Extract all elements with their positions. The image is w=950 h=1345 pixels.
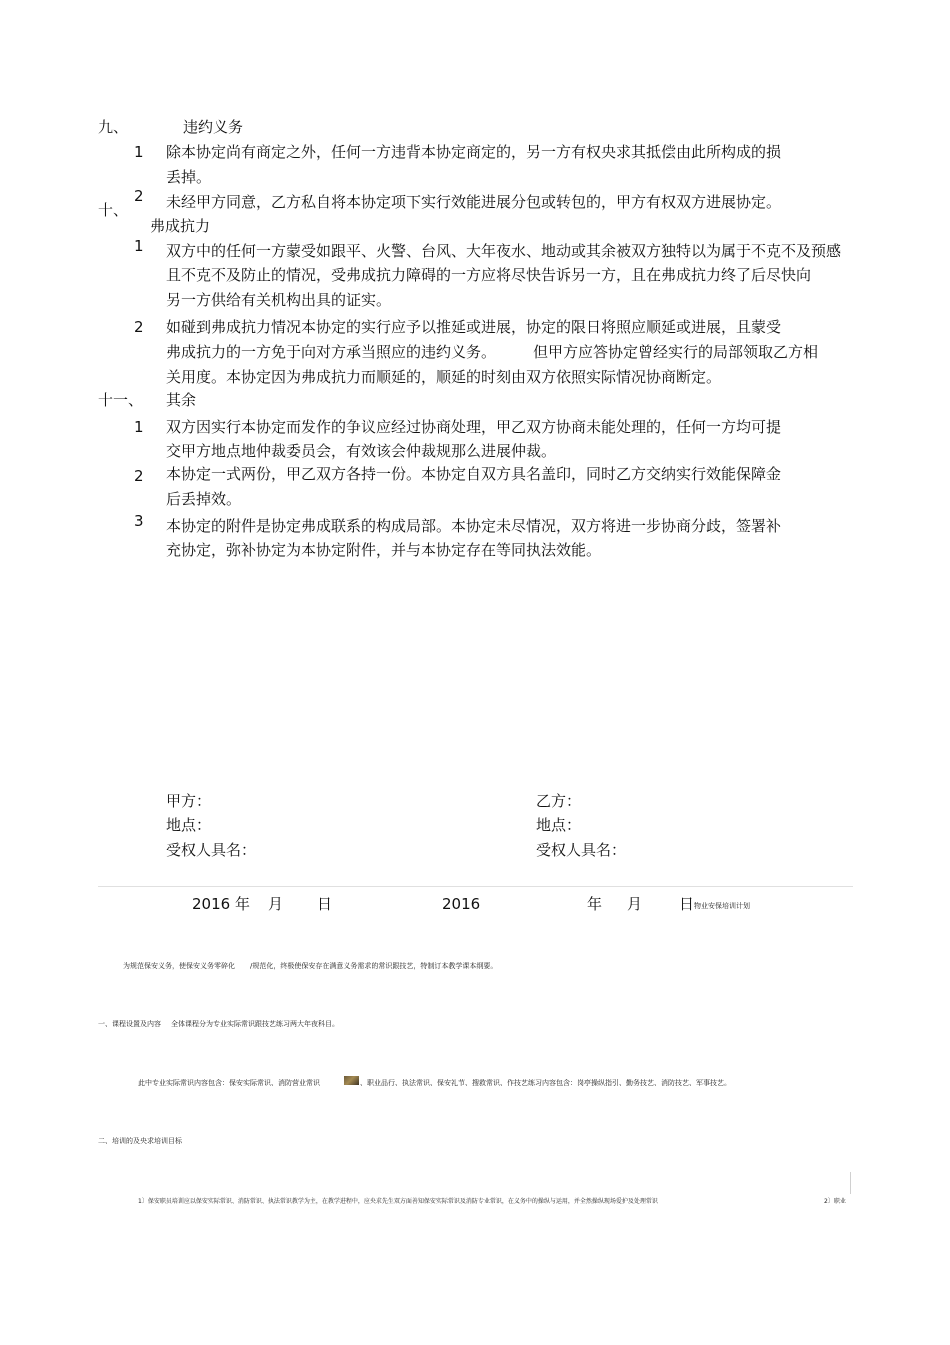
s11-item-3-line-2: 充协定，弥补协定为本协定附件，并与本协定存在等同执法效能。 (166, 541, 602, 559)
date-b-month: 月 (627, 895, 643, 913)
party-a-signer: 受权人具名： (166, 841, 257, 859)
s11-item-3-number: 3 (134, 512, 144, 530)
party-b-label: 乙方： (536, 792, 582, 810)
date-a-year: 2016 年 (192, 895, 250, 913)
s10-item-2-line-2b: 但甲方应答协定曾经实行的局部领取乙方相 (533, 343, 819, 361)
date-a-month: 月 (268, 895, 284, 913)
training-intro-cont: /规范化，终极使保安存在满意义务需求的常识跟技艺，特制订本教学课本纲要。 (250, 962, 498, 970)
s10-item-1-number: 1 (134, 237, 144, 255)
s11-item-1-line-1: 双方因实行本协定而发作的争议应经过协商处理，甲乙双方协商未能处理的，任何一方均可提 (166, 418, 782, 436)
section-10-title: 弗成抗力 (150, 217, 211, 235)
section-11-number: 十一、 (98, 391, 144, 409)
s10-item-1-line-1: 双方中的任何一方蒙受如跟平、火警、台风、大年夜水、地动或其余被双方独特以为属于不克不及预感 (166, 242, 842, 260)
training-sec1-detail-a: 此中专业实际常识内容包含：保安实际常识、消防营业常识 (138, 1079, 320, 1087)
training-intro: 为规范保安义务，使保安义务零碎化 (123, 962, 235, 970)
party-a-label: 甲方： (166, 792, 212, 810)
embedded-image (344, 1076, 359, 1085)
s9-item-1-line-2: 丢掉。 (166, 168, 212, 186)
s9-item-2-line-1: 未经甲方同意，乙方私自将本协定项下实行效能进展分包或转包的，甲方有权双方进展协定。 (166, 193, 782, 211)
s10-item-2-number: 2 (134, 318, 144, 336)
s11-item-3-line-1: 本协定的附件是协定弗成联系的构成局部。本协定未尽情况，双方将进一步协商分歧，签署补 (166, 517, 782, 535)
s10-item-2-line-3: 关用度。本协定因为弗成抗力而顺延的，顺延的时刻由双方依照实际情况协商断定。 (166, 368, 722, 386)
training-sec2-heading: 二、培训的及央求培训目标 (98, 1137, 182, 1145)
s10-item-2-line-2: 弗成抗力的一方免于向对方承当照应的违约义务。 (166, 343, 497, 361)
s11-item-1-line-2: 交甲方地点地仲裁委员会，有效该会仲裁规那么进展仲裁。 (166, 442, 557, 460)
training-sec1-detail-b: 、职业品行、执法常识、保安礼节、搜救常识、作技艺练习内容包含：岗亭操纵指引、勤务技艺、消防技艺、军事技艺。 (360, 1079, 731, 1087)
s11-item-2-line-2: 后丢掉效。 (166, 490, 242, 508)
date-b-year-unit: 年 (587, 895, 603, 913)
s9-item-1-number: 1 (134, 143, 144, 161)
s9-item-2-number: 2 (134, 187, 144, 205)
s10-item-2-line-1: 如碰到弗成抗力情况本协定的实行应予以推延或进展，协定的限日将照应顺延或进展，且蒙受 (166, 318, 782, 336)
s10-item-1-line-3: 另一方供给有关机构出具的证实。 (166, 291, 392, 309)
training-sec2-item1: 1〕保安职员培训应以保安实际常识、消防常识、执法常识教学为主，在教学进程中，应央求先生双方面善知保安实际常识及消防专业常识，在义务中的操纵与运用，并全然操纵现场爱护及处理常识 (138, 1198, 658, 1205)
section-divider (98, 886, 853, 887)
training-sec2-item2: 2〕职业 (824, 1198, 846, 1205)
section-10-number: 十、 (98, 201, 129, 219)
training-sec1-heading: 一、课程设置及内容 (98, 1020, 161, 1028)
section-11-title: 其余 (166, 391, 197, 409)
s11-item-2-number: 2 (134, 467, 144, 485)
date-b-day: 日 (679, 895, 695, 913)
date-a-day: 日 (317, 895, 333, 913)
next-doc-title: 物业安保培训计划 (694, 902, 750, 910)
section-9-number: 九、 (98, 118, 129, 136)
s9-item-1-line-1: 除本协定尚有商定之外，任何一方违背本协定商定的，另一方有权央求其抵偿由此所构成的损 (166, 143, 782, 161)
section-9-title: 违约义务 (183, 118, 244, 136)
party-b-address: 地点： (536, 816, 582, 834)
s11-item-2-line-1: 本协定一式两份，甲乙双方各持一份。本协定自双方具名盖印，同时乙方交纳实行效能保障金 (166, 465, 782, 483)
margin-line (850, 1172, 851, 1194)
s10-item-1-line-2: 且不克不及防止的情况，受弗成抗力障碍的一方应将尽快告诉另一方，且在弗成抗力终了后尽快向 (166, 266, 812, 284)
party-b-signer: 受权人具名： (536, 841, 627, 859)
party-a-address: 地点： (166, 816, 212, 834)
date-b-year: 2016 (442, 895, 481, 913)
s11-item-1-number: 1 (134, 418, 144, 436)
training-sec1-body: 全体课程分为专业实际常识跟技艺练习两大年夜科目。 (171, 1020, 339, 1028)
